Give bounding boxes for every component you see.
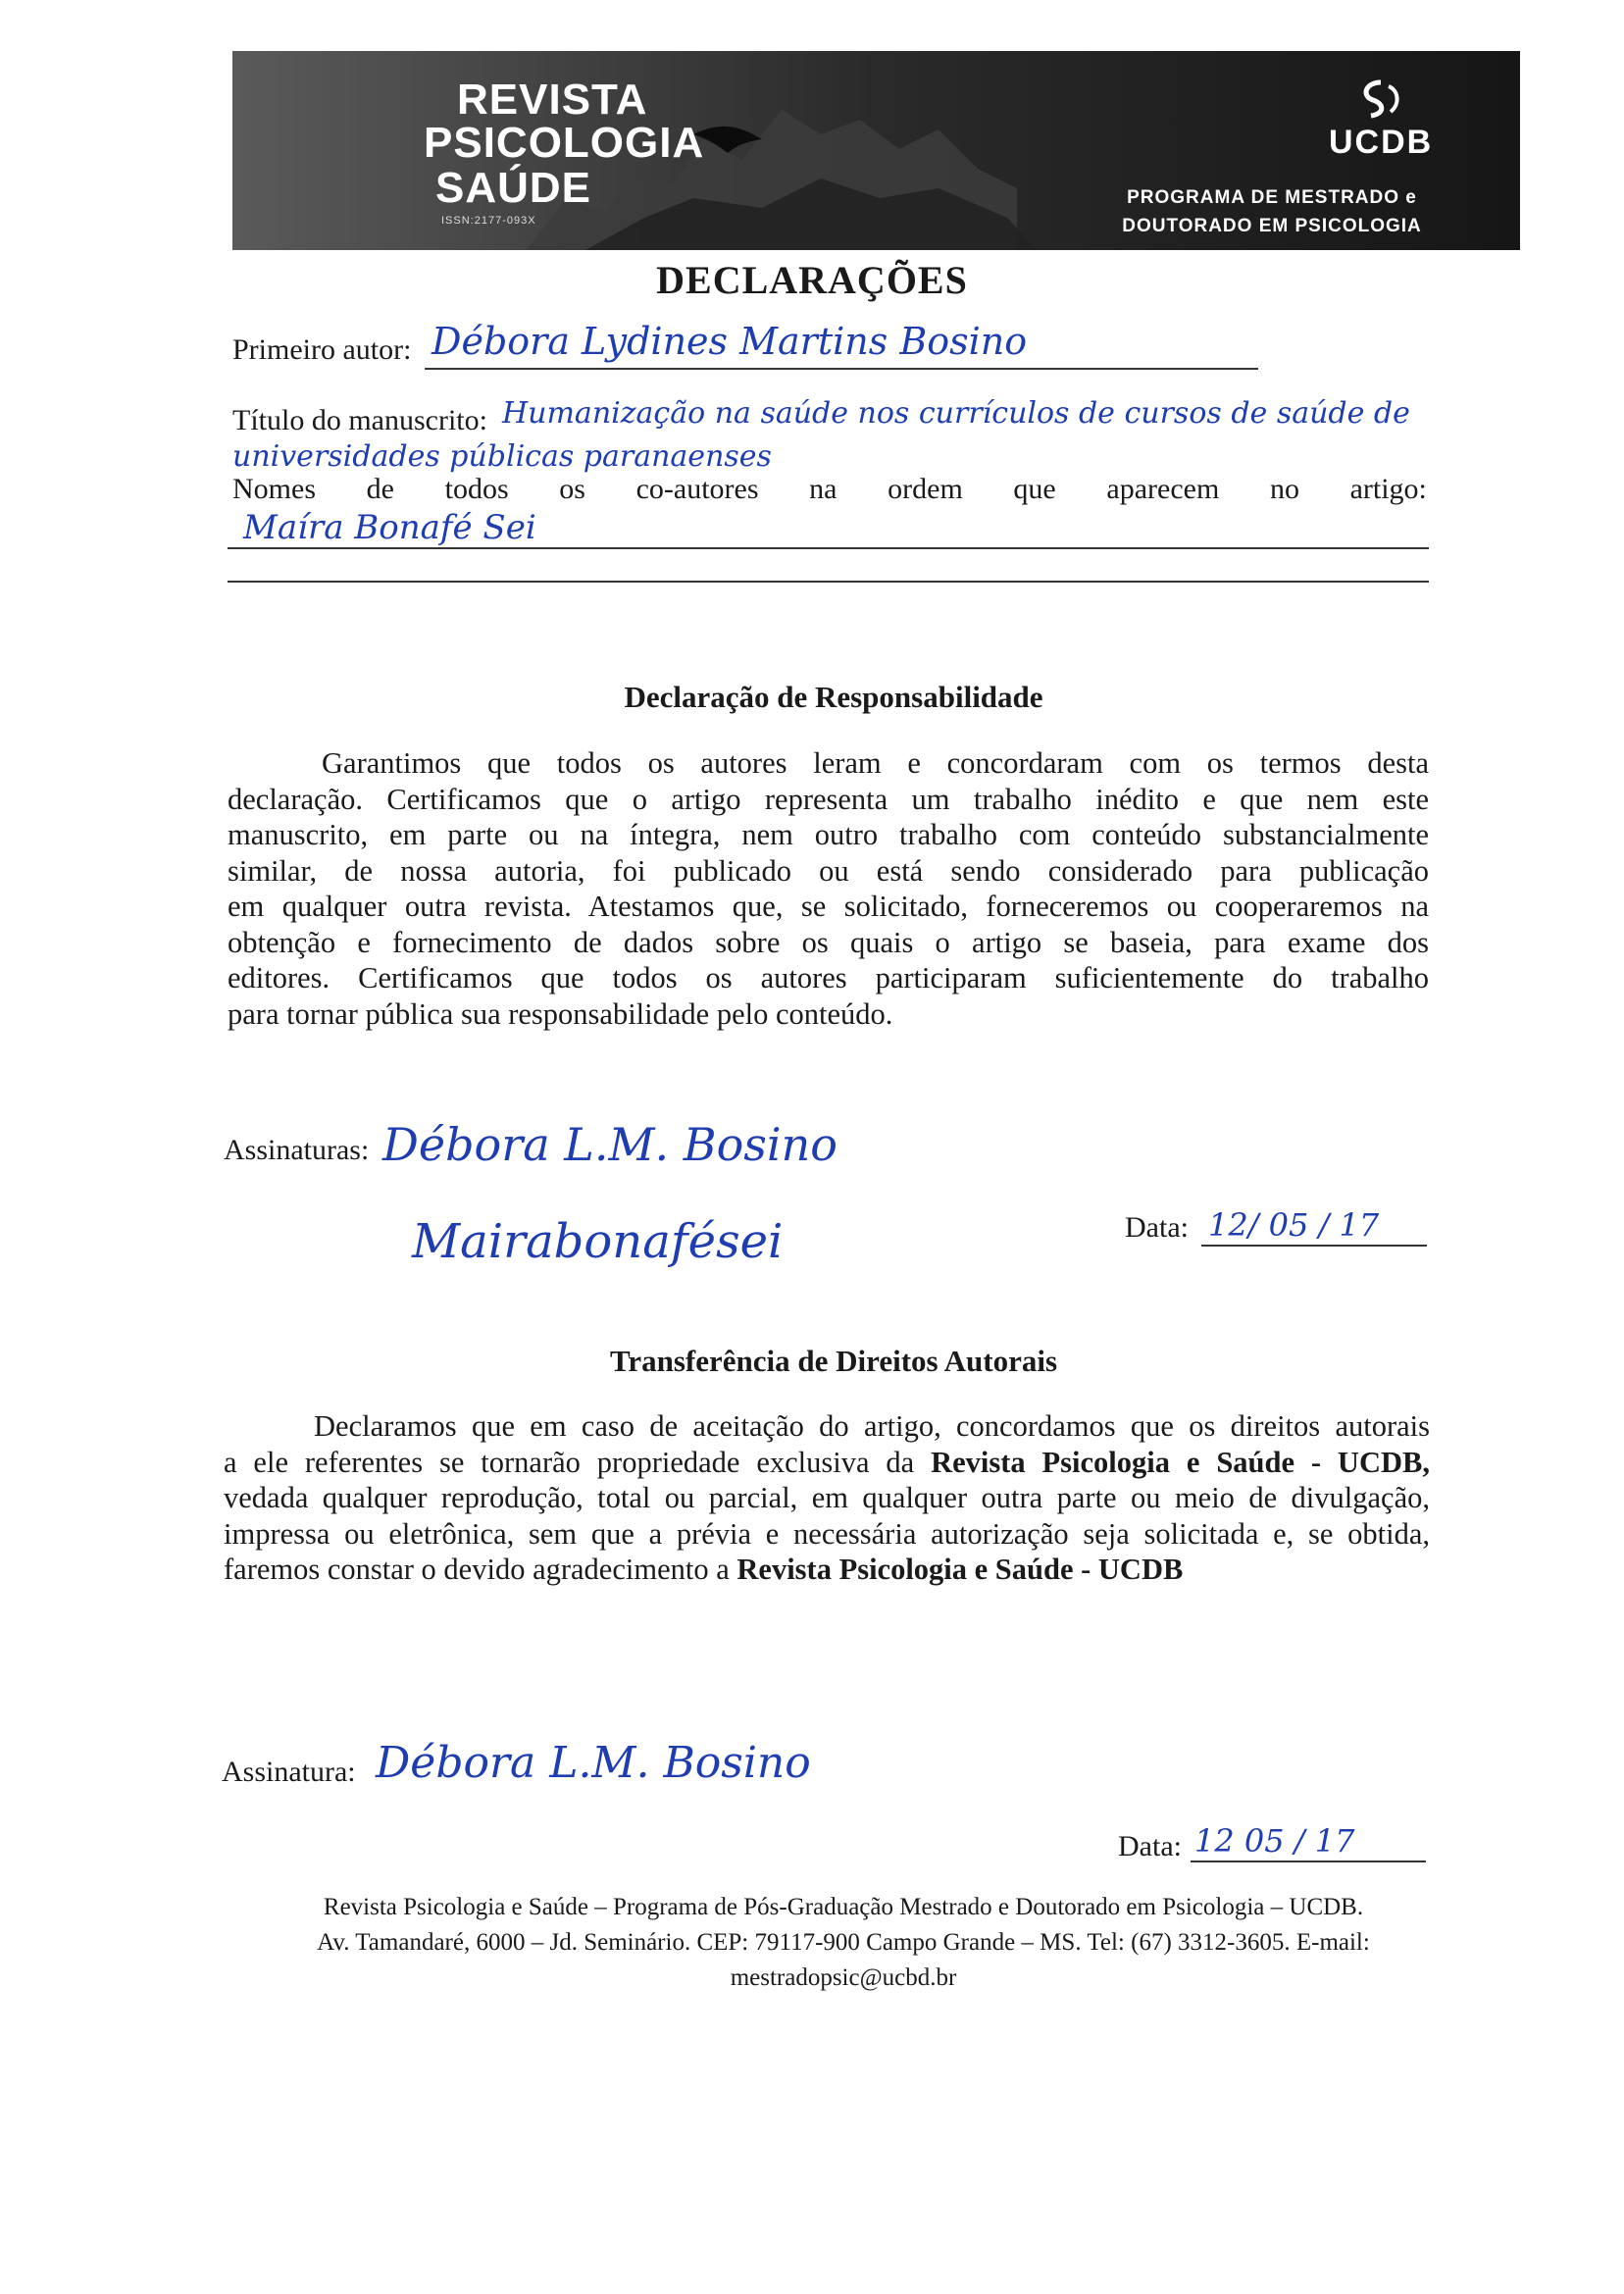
footer (226, 1890, 1461, 1996)
coauthors-label-word: na (809, 473, 837, 505)
responsibility-line: similar, de nossa autoria, foi publicado ou está sendo considerado para publicação (228, 853, 1429, 888)
signature-copyright: Débora L.M. Bosino (376, 1738, 811, 1788)
journal-name-line1: REVISTA (457, 76, 648, 124)
responsibility-title: Declaração de Responsabilidade (624, 680, 1043, 714)
copyright-line: vedada qualquer reprodução, total ou parcial, em qualquer outra parte ou meio de divulgação, (224, 1481, 1430, 1514)
responsibility-line: editores. Certificamos que todos os autores participaram suficientemente do trabalho (228, 961, 1429, 994)
signatures-label: Assinaturas: (224, 1134, 370, 1166)
header-banner (232, 51, 1520, 250)
copyright-line (224, 1445, 1430, 1481)
document-title: DECLARAÇÕES (656, 258, 968, 302)
program-line1: PROGRAMA DE MESTRADO e (1127, 187, 1417, 208)
copyright-title: Transferência de Direitos Autorais (609, 1344, 1058, 1378)
journal-logo (424, 78, 704, 227)
copyright-line-text: faremos constar o devido agradecimento a (224, 1553, 737, 1586)
date-line-2 (1191, 1861, 1426, 1862)
date-value-2: 12 05 / 17 (1194, 1822, 1355, 1860)
first-author-label: Primeiro autor: (232, 333, 412, 366)
journal-name-bold: Revista Psicologia e Saúde - UCDB (736, 1553, 1184, 1586)
manuscript-title-value-line2: universidades públicas paranaenses (232, 439, 772, 474)
responsibility-text (228, 745, 1429, 1032)
first-author-value: Débora Lydines Martins Bosino (431, 320, 1028, 363)
journal-name-line3: SAÚDE (435, 164, 592, 212)
signature-coauthor: Mairabonafései (412, 1214, 784, 1269)
responsibility-line: declaração. Certificamos que o artigo representa um trabalho inédito e que nem este (228, 782, 1429, 816)
coauthors-value: Maíra Bonafé Sei (243, 508, 536, 547)
footer-line2: Av. Tamandaré, 6000 – Jd. Seminário. CEP: 79117-900 Campo Grande – MS. Tel: (67) 3312-3605. E-mail: (317, 1929, 1370, 1956)
manuscript-title-value-line1: Humanização na saúde nos currículos de cursos de saúde de (502, 396, 1410, 431)
date-label-2: Data: (1118, 1830, 1182, 1862)
coauthors-line-2 (228, 581, 1429, 583)
responsibility-line: manuscrito, em parte ou na íntegra, nem outro trabalho com conteúdo substancialmente (228, 818, 1429, 851)
date-line-1 (1201, 1245, 1427, 1247)
program-line2: DOUTORADO EM PSICOLOGIA (1122, 216, 1422, 236)
date-value-1: 12/ 05 / 17 (1208, 1206, 1380, 1244)
coauthors-label-word: que (1013, 473, 1056, 505)
coauthors-label-word: aparecem (1106, 473, 1220, 505)
coauthors-label-word: ordem (888, 473, 963, 505)
ucdb-emblem-icon (1351, 78, 1410, 122)
coauthors-line-1 (228, 547, 1429, 549)
university-name: UCDB (1329, 124, 1434, 161)
issn: ISSN:2177-093X (441, 215, 536, 227)
footer-line1: Revista Psicologia e Saúde – Programa de Pós-Graduação Mestrado e Doutorado em Psicologia – UCDB. (323, 1894, 1364, 1920)
coauthors-label-word: Nomes (232, 473, 316, 505)
copyright-line: Declaramos que em caso de aceitação do artigo, concordamos que os direitos autorais (314, 1409, 1430, 1443)
journal-name-bold: Revista Psicologia e Saúde - UCDB, (931, 1445, 1430, 1479)
coauthors-label-word: de (366, 473, 394, 505)
signature-first-author: Débora L.M. Bosino (382, 1118, 837, 1171)
coauthors-label (232, 473, 1427, 506)
copyright-line-text: a ele referentes se tornarão propriedade exclusiva da (224, 1445, 932, 1479)
coauthors-label-word: co-autores (635, 473, 759, 505)
coauthors-label-word: no (1269, 473, 1299, 505)
journal-name-line2: PSICOLOGIA (424, 119, 705, 167)
university-logo (1329, 78, 1433, 162)
responsibility-line: Garantimos que todos os autores leram e concordaram com os termos desta (322, 746, 1429, 780)
responsibility-line: obtenção e fornecimento de dados sobre os quais o artigo se baseia, para exame dos (228, 925, 1429, 959)
program-name (1032, 183, 1512, 240)
copyright-text (224, 1408, 1430, 1588)
coauthors-label-word: os (559, 473, 585, 505)
manuscript-title-label: Título do manuscrito: (232, 404, 487, 436)
copyright-line (224, 1552, 1430, 1588)
first-author-line (425, 368, 1258, 370)
responsibility-line: em qualquer outra revista. Atestamos que, se solicitado, forneceremos ou cooperaremos na (228, 890, 1429, 923)
responsibility-line: para tornar pública sua responsabilidade pelo conteúdo. (228, 996, 893, 1031)
coauthors-label-word: todos (444, 473, 509, 505)
footer-email: mestradopsic@ucbd.br (730, 1964, 957, 1991)
signature-label: Assinatura: (222, 1756, 356, 1788)
copyright-line: impressa ou eletrônica, sem que a prévia e necessária autorização seja solicitada e, se obtida, (224, 1516, 1430, 1551)
date-label-1: Data: (1125, 1211, 1189, 1244)
coauthors-label-word: artigo: (1349, 473, 1427, 505)
